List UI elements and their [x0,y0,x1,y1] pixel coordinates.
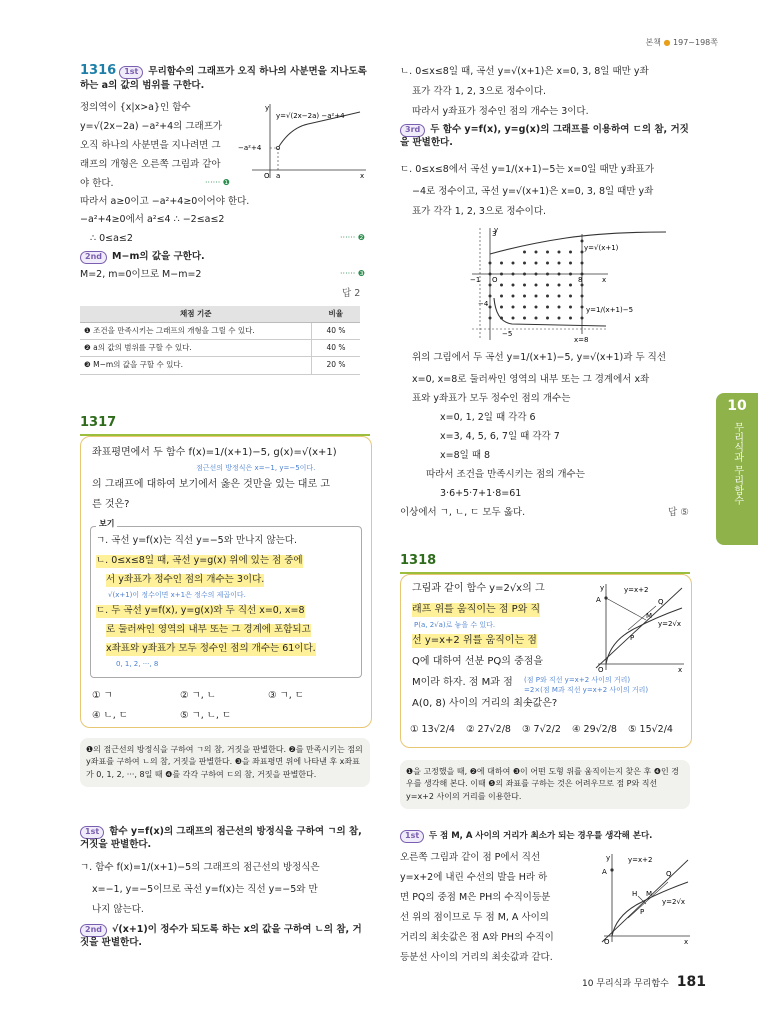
lattice-point [569,306,572,309]
solution-line: 면 PQ의 중점 M은 PH의 수직이등분 [400,892,551,903]
step-title: 두 점 M, A 사이의 거리가 최소가 되는 경우를 생각해 본다. [428,831,653,841]
lattice-point [546,251,549,254]
axis-label-y: y [600,584,605,592]
lattice-point [535,306,538,309]
lattice-point [523,284,526,287]
choice-5[interactable]: ⑤ ㄱ, ㄴ, ㄷ [180,710,232,721]
annotation: √(x+1)이 정수이면 x+1은 정수의 제곱이다. [108,591,246,599]
question-line: 선 y=x+2 위를 움직이는 점 [412,635,537,646]
lattice-point [558,306,561,309]
solution-line: x=0, x=8로 둘러싸인 영역의 내부 또는 그 경계에서 x좌 [412,374,650,385]
lattice-point [512,284,515,287]
origin-label: O [264,172,270,180]
choice-2[interactable]: ② ㄱ, ㄴ [180,690,216,701]
annotation: (점 P와 직선 y=x+2 사이의 거리) [524,676,631,684]
point-label: M [646,612,653,620]
annotation: 0, 1, 2, ···, 8 [116,660,159,668]
lattice-point [500,262,503,265]
lattice-point [535,295,538,298]
scoring-table [80,306,360,375]
step-badge: 1st [119,66,143,79]
tick-label-a: a [276,172,281,180]
problem-number: 1317 [80,415,117,430]
axis-label-y: y [265,104,270,112]
point-label: M [646,890,653,898]
point-label: P [630,634,635,642]
curve-label: y=2√x [658,620,682,628]
lattice-point [523,306,526,309]
choice-3[interactable]: ③ 7√2/2 [522,724,561,735]
table-row: ❸ M−m의 값을 구할 수 있다. 20 % [80,357,360,374]
solution-line: 따라서 y좌표가 정수인 점의 개수는 3이다. [412,106,589,117]
question-line: A(0, 8) 사이의 거리의 최솟값은? [412,698,558,709]
origin-label: O [604,938,610,946]
hint-box: ❶을 고정했을 때, ❷에 대하여 ❸이 어떤 도형 위를 움직이는지 찾은 후 ❹인 경우를 생각해 본다. 이때 ❺의 좌표를 구하는 것은 어려우므로 점 P와 직선 y=x+2 사이의 거리를 이용한다. [400,760,690,809]
solution-line: y=√(2x−2a) −a²+4의 그래프가 [80,121,223,132]
value-label: −a²+4 [238,144,262,152]
solution-line: y=x+2에 내린 수선의 발을 H라 하 [400,872,548,883]
bogi-item: ㄴ. 0≤x≤8일 때, 곡선 y=g(x) 위에 있는 점 중에 [96,555,303,566]
lattice-point [569,251,572,254]
step-badge: 1st [400,830,424,843]
annotation: P(a, 2√a)로 놓을 수 있다. [414,621,496,629]
lattice-point [558,262,561,265]
bogi-label: 보기 [96,519,117,530]
lattice-point [500,295,503,298]
solution-line: 오른쪽 그림과 같이 점 P에서 직선 [400,852,541,863]
question-line: 그림과 같이 함수 y=2√x의 그 [412,583,545,594]
problem-number: 1316 [80,63,117,78]
tick-label: −5 [502,330,513,338]
lattice-point [569,317,572,320]
step-title: √(x+1)이 정수가 되도록 하는 x의 값을 구하여 ㄴ의 참, 거짓을 판별한다. [80,924,362,948]
score-mark: ······ ❶ [205,178,230,187]
lattice-point [546,284,549,287]
solution-line: 표와 y좌표가 모두 정수인 점의 개수는 [412,393,571,404]
lattice-point [558,251,561,254]
lattice-point [569,284,572,287]
graph-1316 [238,100,370,180]
annotation: 점근선의 방정식은 x=−1, y=−5이다. [196,464,316,472]
origin-label: O [492,276,498,284]
step-title: 함수 y=f(x)의 그래프의 점근선의 방정식을 구하여 ㄱ의 참, 거짓을 판별한다. [80,826,362,850]
origin-label: O [598,666,604,672]
step-title: 무리함수의 그래프가 오직 하나의 사분면을 지나도록 하는 a의 값의 범위를 구한다. [80,66,367,91]
problem-1316 [80,62,370,92]
solution-line: ㄴ. 0≤x≤8일 때, 곡선 y=√(x+1)은 x=0, 3, 8일 때만 y좌 [400,66,649,77]
tick-label: −1 [470,276,481,284]
step-badge: 3rd [400,124,425,137]
step-title: 두 함수 y=f(x), y=g(x)의 그래프를 이용하여 ㄷ의 참, 거짓을 판별한다. [400,124,689,148]
solution-line: 표가 각각 1, 2, 3으로 정수이다. [412,206,547,217]
solution-line: 거리의 최솟값은 점 A와 PH의 수직이 [400,932,554,943]
line-label: y=x+2 [628,856,653,864]
step-badge: 2nd [80,251,107,264]
lattice-point [535,262,538,265]
choice-4[interactable]: ④ ㄴ, ㄷ [92,710,128,721]
page-footer [582,973,706,992]
choice-3[interactable]: ③ ㄱ, ㄷ [268,690,304,701]
solution-line: 표가 각각 1, 2, 3으로 정수이다. [412,86,547,97]
step-title: M−m의 값을 구한다. [112,251,205,262]
lattice-point [523,295,526,298]
solution-line: x=0, 1, 2일 때 각각 6 [440,412,536,423]
axis-label-y: y [494,226,499,234]
solution-line: 오직 하나의 사분면을 지나려면 그 [80,140,221,151]
solution-line: 야 한다. [80,178,114,189]
lattice-point [558,295,561,298]
axis-label-x: x [678,666,683,672]
chapter-title: 무리식과 무리함수 [731,421,743,506]
point-label: Q [658,598,664,606]
graph-1318-solution [598,852,692,946]
lattice-point [546,295,549,298]
page-reference: 본책 ● 197~198쪽 [645,38,718,47]
footer-chapter: 10 무리식과 무리함수 [582,979,669,990]
solution-line: 등분선 사이의 거리의 최솟값과 같다. [400,952,553,963]
graph-1318 [592,582,686,672]
point-label: Q [666,870,672,878]
problem-number: 1318 [400,553,437,568]
choice-1[interactable]: ① ㄱ [92,690,113,701]
point-label: A [602,868,607,876]
score-mark: ······ ❸ [340,269,365,278]
solution-line: −4로 정수이고, 곡선 y=√(x+1)은 x=0, 3, 8일 때만 y좌 [412,186,654,197]
question-line: M이라 하자. 점 M과 점 [412,677,513,688]
lattice-point [523,251,526,254]
lattice-point [558,284,561,287]
lattice-point [535,317,538,320]
solution-line: ∴ 0≤a≤2 [90,233,133,244]
solution-line: 따라서 a≥0이고 −a²+4≥0이어야 한다. [80,196,250,207]
bogi-item: x좌표와 y좌표가 모두 정수인 점의 개수는 61이다. [106,643,316,654]
lattice-point [546,317,549,320]
score-mark: ······ ❷ [340,233,365,242]
bogi-item: ㄷ. 두 곡선 y=f(x), y=g(x)와 두 직선 x=0, x=8 [96,605,305,616]
choice-1[interactable]: ① 13√2/4 [410,724,455,735]
solution-line: 따라서 조건을 만족시키는 점의 개수는 [426,469,585,480]
solution-line: ㄱ. 함수 f(x)=1/(x+1)−5의 그래프의 점근선의 방정식은 [80,862,320,873]
lattice-point [546,306,549,309]
step-badge: 1st [80,826,104,839]
bogi-item: 로 둘러싸인 영역의 내부 또는 그 경계에 포함되고 [106,624,311,635]
solution-line: x=8일 때 8 [440,450,491,461]
chapter-side-tab [716,393,758,545]
lattice-point [512,295,515,298]
choice-4[interactable]: ④ 29√2/8 [572,724,617,735]
tick-label: 8 [578,276,583,284]
solution-line: 래프의 개형은 오른쪽 그림과 같아 [80,159,221,170]
lattice-point [523,317,526,320]
line-label: y=x+2 [624,586,649,594]
solution-line: ㄷ. 0≤x≤8에서 곡선 y=1/(x+1)−5는 x=0일 때만 y좌표가 [400,164,655,175]
lattice-point [512,262,515,265]
chapter-number: 10 [727,398,747,414]
question-line: 른 것은? [92,499,130,510]
curve-label: y=2√x [662,898,686,906]
table-row: ❷ a의 값의 범위를 구할 수 있다. 40 % [80,340,360,357]
question-line: Q에 대하여 선분 PQ의 중점을 [412,656,544,667]
question-line: 의 그래프에 대하여 보기에서 옳은 것만을 있는 대로 고 [92,479,330,490]
point-label: A [596,596,601,604]
tick-label: −4 [478,300,489,308]
choice-5[interactable]: ⑤ 15√2/4 [628,724,673,735]
lattice-points [489,240,584,320]
solution-line: −a²+4≥0에서 a²≤4 ∴ −2≤a≤2 [80,214,225,225]
lattice-graph [466,226,676,346]
tick-label: 3 [492,230,497,238]
axis-label-x: x [684,938,689,946]
answer: 답 2 [342,288,361,299]
solution-line: M=2, m=0이므로 M−m=2 [80,269,202,280]
lattice-point [558,317,561,320]
axis-label-x: x [602,276,607,284]
solution-line: x=−1, y=−5이므로 곡선 y=f(x)는 직선 y=−5와 만 [92,884,318,895]
lattice-point [512,306,515,309]
lattice-point [523,262,526,265]
axis-label-x: x [360,172,365,180]
table-header: 비율 [312,306,361,323]
answer: 답 ⑤ [668,507,689,518]
point-label: H [632,890,638,898]
solution-line: 3·6+5·7+1·8=61 [440,488,522,499]
lattice-point [569,295,572,298]
choice-2[interactable]: ② 27√2/8 [466,724,511,735]
curve-label: y=1/(x+1)−5 [586,306,634,314]
curve-label: y=√(x+1) [584,244,619,252]
lattice-point [535,284,538,287]
table-header: 채점 기준 [80,306,312,323]
line-label: x=8 [574,336,589,344]
annotation: =2×(점 M과 직선 y=x+2 사이의 거리) [524,686,649,694]
bogi-item: ㄱ. 곡선 y=f(x)는 직선 y=−5와 만나지 않는다. [96,535,298,546]
curve-label: y=√(2x−2a) −a²+4 [276,112,345,120]
hint-box: ❶의 점근선의 방정식을 구하여 ㄱ의 참, 거짓을 판별한다. ❷를 만족시키는 점의 y좌표를 구하여 ㄴ의 참, 거짓을 판별한다. ❸을 좌표평면 위에 나타낸 후 x좌표가 0, 1, 2, ···, 8일 때 ❹를 각각 구하여 ㄷ의 참, 거짓을 판별한다. [80,738,370,787]
solution-line: 정의역이 {x|x>a}인 함수 [80,102,191,113]
lattice-point [500,284,503,287]
table-row: ❶ 조건을 만족시키는 그래프의 개형을 그릴 수 있다. 40 % [80,323,360,340]
bogi-item: 서 y좌표가 정수인 점의 개수는 3이다. [106,574,265,585]
solution-line: 나지 않는다. [92,904,144,915]
axis-label-y: y [606,854,611,862]
step-badge: 2nd [80,924,107,937]
solution-line: 선 위의 점이므로 두 점 M, A 사이의 [400,912,549,923]
page-number: 181 [676,974,706,991]
lattice-point [569,262,572,265]
lattice-point [546,262,549,265]
solution-line: x=3, 4, 5, 6, 7일 때 각각 7 [440,431,560,442]
lattice-point [500,306,503,309]
point-label: P [640,908,645,916]
solution-line: 위의 그림에서 두 곡선 y=1/(x+1)−5, y=√(x+1)과 두 직선 [412,352,667,363]
solution-line: 이상에서 ㄱ, ㄴ, ㄷ 모두 옳다. [400,507,526,518]
lattice-point [535,251,538,254]
question-line: 래프 위를 움직이는 점 P와 직 [412,604,541,615]
question-line: 좌표평면에서 두 함수 f(x)=1/(x+1)−5, g(x)=√(x+1) [92,447,337,458]
lattice-point [512,317,515,320]
